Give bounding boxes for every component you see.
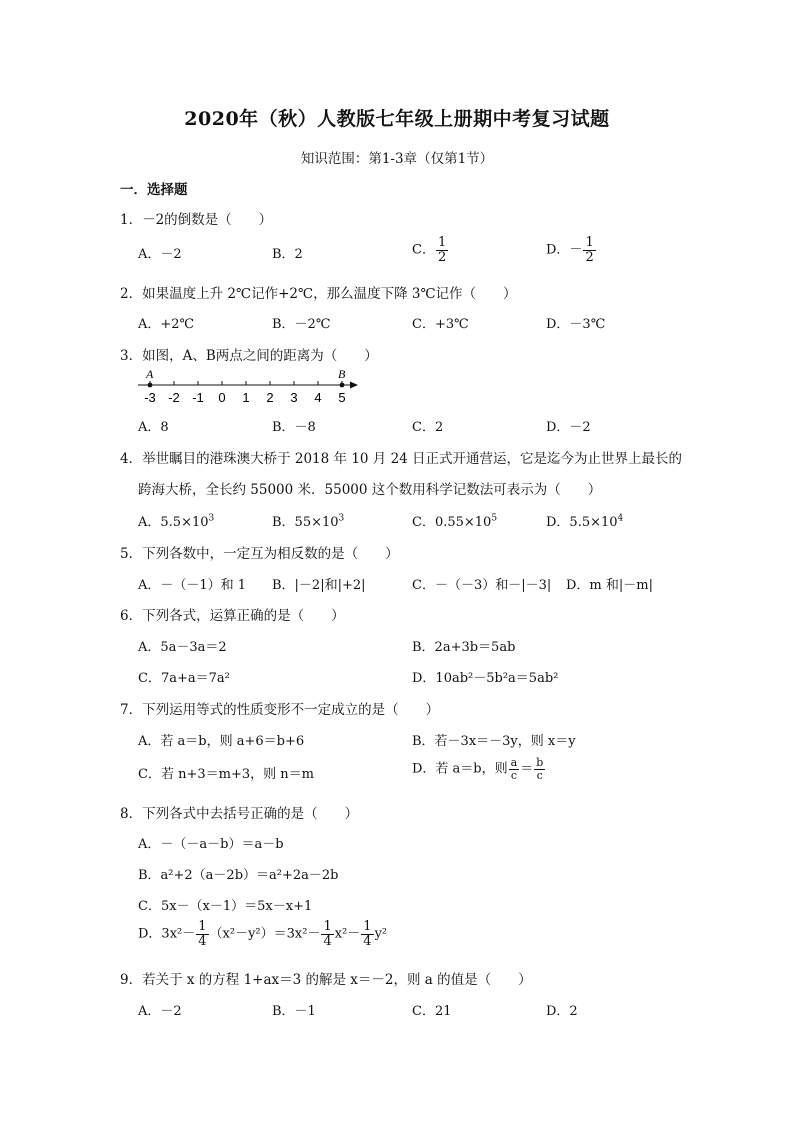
question-7-option-c: C．若 n+3＝m+3，则 n＝m (138, 767, 314, 782)
question-2-option-a: A．+2℃ (138, 317, 195, 332)
fraction-denominator: 2 (437, 249, 447, 265)
option-text: B．55×10 (272, 515, 339, 530)
question-4-stem-line-1: 4．举世瞩目的港珠澳大桥于 2018 年 10 月 24 日正式开通营运，它是迄今为止世界上最长的 (120, 451, 683, 467)
section-heading: 一．选择题 (120, 182, 188, 198)
question-4-option-a (138, 511, 214, 530)
option-d-prefix: D．若 a＝b，则 (412, 761, 508, 777)
question-3-option-b: B．－8 (272, 420, 316, 435)
question-4-option-c (412, 511, 497, 530)
option-d-part-1: D．3x²－ (138, 926, 196, 942)
option-d-part-3: x²－ (334, 926, 361, 942)
fraction-numerator: b (536, 756, 544, 769)
option-text: C．0.55×10 (412, 515, 492, 530)
question-5-option-d: D．m 和|－m| (566, 578, 653, 593)
question-4-option-b (272, 511, 344, 530)
number-line-tick-label: 3 (290, 390, 298, 405)
point-a-label: A (146, 367, 154, 381)
question-6-option-a: A．5a－3a＝2 (138, 640, 227, 655)
exponent: 3 (208, 513, 215, 524)
fraction-denominator: 4 (198, 933, 207, 949)
number-line-tick-label: 1 (242, 390, 250, 405)
question-9-option-a: A．－2 (138, 1004, 182, 1019)
point-b-label: B (338, 367, 346, 381)
fraction-numerator: 1 (198, 919, 207, 934)
question-7-option-d (412, 757, 546, 781)
number-line-tick-label: 2 (266, 390, 274, 405)
question-2-option-d: D．－3℃ (546, 317, 606, 332)
option-c-prefix: C． (412, 242, 435, 258)
number-line-tick-label: 4 (314, 390, 322, 405)
number-line-tick-label: -2 (168, 390, 180, 405)
question-4-option-d (546, 511, 623, 530)
question-1-option-b: B．2 (272, 247, 303, 262)
question-9-option-c: C．21 (412, 1004, 452, 1019)
question-5-stem: 5．下列各数中，一定互为相反数的是（ ） (120, 546, 399, 562)
question-8-option-d (138, 920, 387, 948)
number-line-svg (136, 366, 366, 406)
fraction-numerator: a (510, 756, 518, 769)
question-5-option-c: C．－（－3）和－|－3| (412, 578, 552, 593)
page-subtitle: 知识范围：第1-3章（仅第1节） (300, 151, 494, 167)
question-9-stem: 9．若关于 x 的方程 1+ax＝3 的解是 x＝－2，则 a 的值是（ ） (120, 972, 532, 988)
question-3-option-a: A．8 (138, 420, 169, 435)
number-line-figure (136, 366, 366, 406)
question-6-stem: 6．下列各式，运算正确的是（ ） (120, 608, 345, 624)
question-4-stem-line-2: 跨海大桥，全长约 55000 米．55000 这个数用科学记数法可表示为（ ） (138, 482, 602, 498)
question-7-option-a: A．若 a＝b，则 a+6＝b+6 (138, 734, 305, 749)
fraction-numerator: 1 (437, 235, 447, 250)
question-5-option-a: A．－（－1）和 1 (138, 578, 247, 593)
question-8-option-a: A．－（－a－b）＝a－b (138, 837, 284, 852)
number-line-tick-label: 0 (218, 390, 226, 405)
page-title: 2020年（秋）人教版七年级上册期中考复习试题 (184, 108, 610, 130)
question-2-stem: 2．如果温度上升 2℃记作+2℃，那么温度下降 3℃记作（ ） (120, 286, 517, 302)
question-6-option-c: C．7a+a＝7a² (138, 671, 230, 686)
fraction-denominator: 4 (323, 933, 332, 949)
point-a-dot (148, 383, 153, 388)
number-line-tick-label: -1 (192, 390, 204, 405)
fraction-numerator: 1 (585, 235, 594, 250)
question-1-option-c (412, 236, 449, 264)
question-6-option-d: D．10ab²－5b²a＝5ab² (412, 671, 559, 686)
option-d-part-4: y² (374, 926, 388, 942)
question-9-option-d: D．2 (546, 1004, 578, 1019)
question-7-stem: 7．下列运用等式的性质变形不一定成立的是（ ） (120, 702, 440, 718)
question-3-option-d: D．－2 (546, 420, 591, 435)
number-line-tick-label: 5 (338, 390, 346, 405)
fraction-denominator: c (510, 768, 517, 782)
option-text: D．5.5×10 (546, 515, 618, 530)
exponent: 5 (491, 513, 498, 524)
question-8-option-b: B．a²+2（a－2b）＝a²+2a－2b (138, 868, 339, 883)
question-2-option-c: C．+3℃ (412, 317, 469, 332)
number-line-arrow (350, 382, 358, 389)
question-7-option-b: B．若－3x＝－3y，则 x＝y (412, 734, 576, 749)
question-9-option-b: B．－1 (272, 1004, 316, 1019)
fraction-denominator: 4 (363, 933, 372, 949)
fraction-numerator: 1 (323, 919, 332, 934)
exponent: 3 (338, 513, 345, 524)
question-8-stem: 8．下列各式中去括号正确的是（ ） (120, 806, 359, 822)
question-2-option-b: B．－2℃ (272, 317, 331, 332)
number-line-tick-label: -3 (144, 390, 156, 405)
option-text: A．5.5×10 (138, 515, 209, 530)
fraction-numerator: 1 (363, 919, 372, 934)
question-6-option-b: B．2a+3b＝5ab (412, 640, 516, 655)
question-1-stem: 1．－2的倒数是（ ） (120, 212, 273, 228)
question-1-option-a: A．－2 (138, 247, 182, 262)
option-d-prefix: D．－ (546, 242, 583, 258)
exponent: 4 (617, 513, 624, 524)
fraction-denominator: c (536, 768, 543, 782)
question-3-stem: 3．如图，A、B两点之间的距离为（ ） (120, 348, 378, 364)
question-1-option-d (546, 236, 597, 264)
question-5-option-b: B．|－2|和|+2| (272, 578, 366, 593)
fraction-denominator: 2 (585, 249, 594, 265)
option-d-part-2: （x²－y²）＝3x²－ (209, 926, 321, 942)
question-3-option-c: C．2 (412, 420, 444, 435)
equals-sign: ＝ (520, 761, 534, 777)
question-8-option-c: C．5x－（x－1）＝5x－x+1 (138, 899, 313, 914)
point-b-dot (340, 383, 345, 388)
